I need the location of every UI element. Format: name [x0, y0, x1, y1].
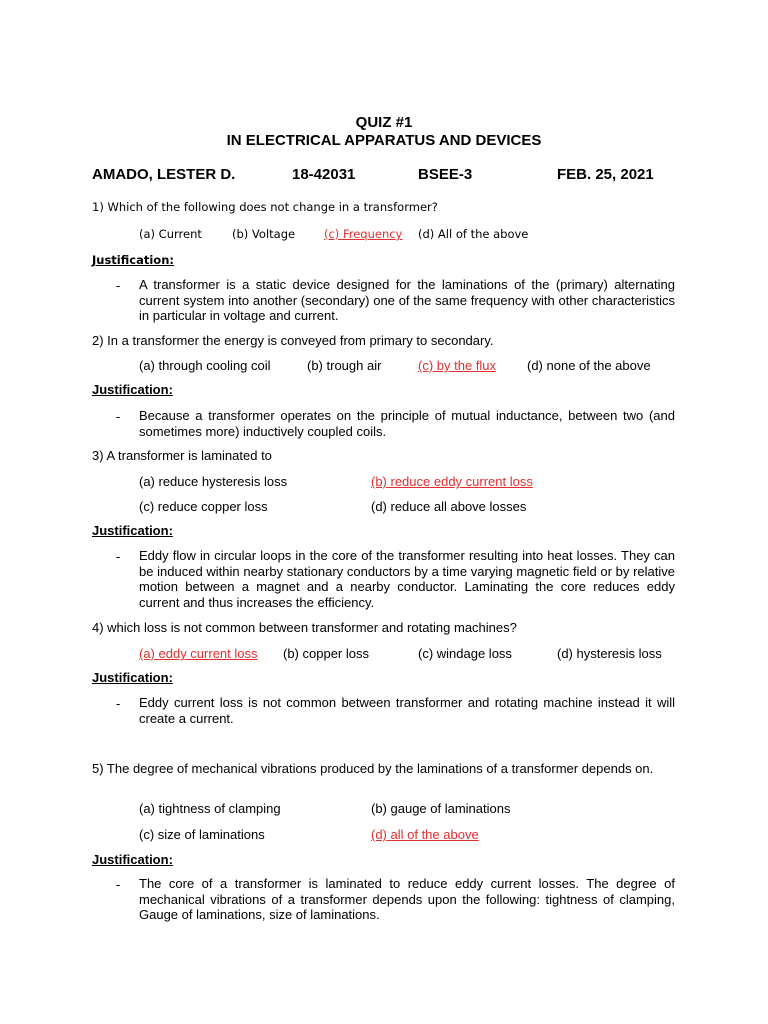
question-1-text: 1) Which of the following does not change in a transformer? — [92, 200, 438, 214]
question-5-option-b: (b) gauge of laminations — [371, 801, 511, 816]
question-4-option-d: (d) hysteresis loss — [557, 646, 662, 661]
question-1-option-a: (a) Current — [139, 227, 202, 241]
question-4-option-c: (c) windage loss — [418, 646, 512, 661]
question-5-option-a: (a) tightness of clamping — [139, 801, 281, 816]
justification-heading-4: Justification: — [92, 670, 173, 685]
question-1-option-d: (d) All of the above — [418, 227, 529, 241]
question-4-option-a-correct: (a) eddy current loss — [139, 646, 258, 661]
question-5-text: 5) The degree of mechanical vibrations produced by the laminations of a transformer depends on. — [92, 761, 654, 776]
question-1-option-b: (b) Voltage — [232, 227, 296, 241]
student-id-number: 18-42031 — [292, 166, 356, 183]
question-1-option-c-correct: (c) Frequency — [324, 227, 403, 241]
justification-heading-5: Justification: — [92, 852, 173, 867]
justification-4-text: Eddy current loss is not common between transformer and rotating machine instead it will create a current. — [139, 695, 675, 726]
question-3-option-c: (c) reduce copper loss — [139, 499, 268, 514]
quiz-date: FEB. 25, 2021 — [557, 166, 654, 183]
justification-heading-1: Justification: — [92, 253, 174, 267]
question-3-text: 3) A transformer is laminated to — [92, 448, 272, 463]
subject-title: IN ELECTRICAL APPARATUS AND DEVICES — [226, 132, 542, 149]
bullet-3: - — [116, 549, 121, 564]
question-2-text: 2) In a transformer the energy is conveyed from primary to secondary. — [92, 333, 494, 348]
question-2-option-b: (b) trough air — [307, 358, 382, 373]
question-3-option-a: (a) reduce hysteresis loss — [139, 474, 288, 489]
student-program: BSEE-3 — [418, 166, 473, 183]
justification-5-text: The core of a transformer is laminated to reduce eddy current losses. The degree of mechanical vibrations of a transformer depends upon the following: tightness of clamping, Gauge of laminations, size of laminations. — [139, 876, 675, 923]
question-2-option-c-correct: (c) by the flux — [418, 358, 497, 373]
bullet-1: - — [116, 278, 121, 293]
bullet-5: - — [116, 877, 121, 892]
question-3-option-b-correct: (b) reduce eddy current loss — [371, 474, 533, 489]
question-4-option-b: (b) copper loss — [283, 646, 369, 661]
student-name: AMADO, LESTER D. — [92, 166, 236, 183]
question-2-option-a: (a) through cooling coil — [139, 358, 271, 373]
justification-1-text: A transformer is a static device designed for the laminations of the (primary) alternating current system into another (secondary) one of the same frequency with other characteristics in particular in voltage and current. — [139, 277, 675, 324]
quiz-title: QUIZ #1 — [355, 114, 413, 131]
justification-2-text: Because a transformer operates on the principle of mutual inductance, between two (and sometimes more) inductively coupled coils. — [139, 408, 675, 439]
question-5-option-d-correct: (d) all of the above — [371, 827, 479, 842]
question-3-option-d: (d) reduce all above losses — [371, 499, 527, 514]
justification-3-text: Eddy flow in circular loops in the core of the transformer resulting into heat losses. They can be induced within nearby stationary conductors by a time varying magnetic field or by relative motion between a magnet and a nearby conductor. Laminating the core reduces eddy current and thus increases the efficiency. — [139, 548, 675, 610]
justification-heading-3: Justification: — [92, 523, 173, 538]
question-5-option-c: (c) size of laminations — [139, 827, 265, 842]
question-2-option-d: (d) none of the above — [527, 358, 651, 373]
justification-heading-2: Justification: — [92, 382, 173, 397]
question-4-text: 4) which loss is not common between transformer and rotating machines? — [92, 620, 517, 635]
bullet-4: - — [116, 696, 121, 711]
bullet-2: - — [116, 409, 121, 424]
